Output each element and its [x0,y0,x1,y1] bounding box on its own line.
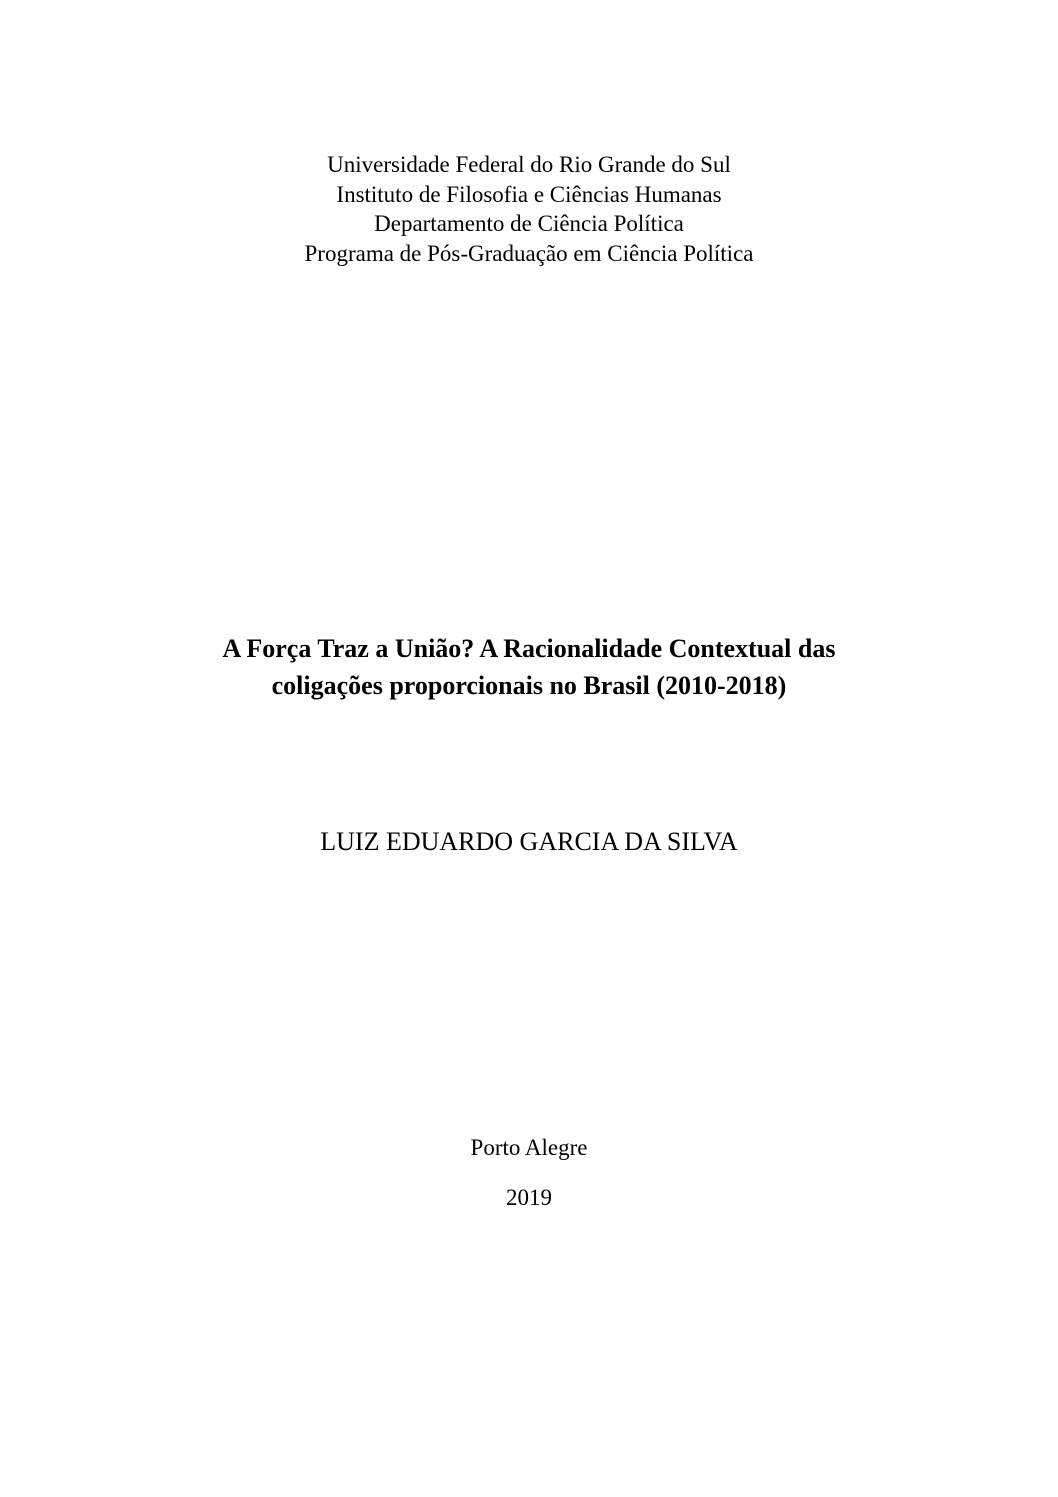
thesis-title-line-2: coligações proporcionais no Brasil (2010-2018) [271,671,787,700]
institute-name: Instituto de Filosofia e Ciências Humanas [336,181,722,207]
thesis-title [0,630,1058,704]
institution-block [0,150,1058,268]
author-name: LUIZ EDUARDO GARCIA DA SILVA [320,827,738,856]
department-name: Departamento de Ciência Política [374,211,684,236]
publication-year: 2019 [506,1185,552,1210]
place-of-publication: Porto Alegre [470,1135,588,1160]
thesis-title-line-1: A Força Traz a União? A Racionalidade Contextual das [222,634,836,663]
program-name: Programa de Pós-Graduação em Ciência Política [304,240,754,266]
university-name: Universidade Federal do Rio Grande do Sul [327,152,731,177]
